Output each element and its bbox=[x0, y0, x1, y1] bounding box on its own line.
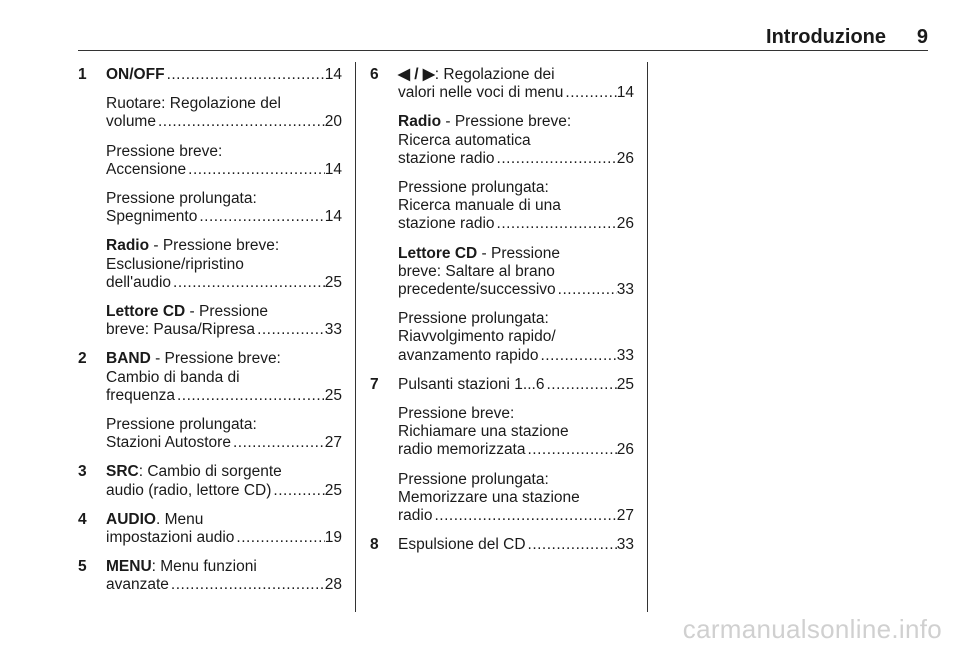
left-column bbox=[78, 66, 342, 606]
text-line: Ruotare: Regolazione del bbox=[106, 95, 281, 113]
page-ref[interactable]: 25 bbox=[324, 481, 342, 499]
header-rule bbox=[78, 50, 928, 51]
section-title: Introduzione bbox=[766, 26, 886, 48]
text-line: Pressione prolungata: bbox=[398, 179, 549, 197]
control-name: BAND bbox=[106, 350, 151, 368]
text-line: audio (radio, lettore CD) bbox=[106, 481, 272, 499]
page-ref[interactable]: 33 bbox=[616, 346, 634, 364]
entry-number: 2 bbox=[78, 350, 87, 368]
control-name: Radio bbox=[398, 113, 442, 131]
entry-1 bbox=[78, 66, 342, 339]
entry-8 bbox=[370, 536, 634, 554]
text-line: Esclusione/ripristino bbox=[106, 255, 244, 273]
page-ref[interactable]: 14 bbox=[324, 208, 342, 226]
text-line: Ricerca automatica bbox=[398, 131, 531, 149]
arrow-keys-icon: ◀ / ▶ bbox=[398, 66, 435, 83]
page-ref[interactable]: 14 bbox=[324, 160, 342, 178]
text-line: radio memorizzata bbox=[398, 441, 526, 459]
text-line: Spegnimento bbox=[106, 208, 198, 226]
page-header bbox=[78, 26, 928, 46]
text-line: : Menu funzioni bbox=[151, 558, 257, 576]
page-ref[interactable]: 25 bbox=[324, 273, 342, 291]
text-line: Pressione breve: bbox=[106, 142, 223, 160]
text-line: Pulsanti stazioni 1...6 bbox=[398, 375, 545, 393]
entry-number: 6 bbox=[370, 66, 379, 83]
page-ref[interactable]: 19 bbox=[324, 529, 342, 547]
text-line: : Cambio di sorgente bbox=[138, 463, 282, 481]
text-line: Stazioni Autostore bbox=[106, 434, 231, 452]
entry-number: 7 bbox=[370, 375, 379, 393]
page-number: 9 bbox=[916, 26, 928, 48]
entry-3 bbox=[78, 463, 342, 499]
text-line: breve: Saltare al brano bbox=[398, 262, 555, 280]
text-line: Richiamare una stazione bbox=[398, 423, 569, 441]
text-line: Pressione prolungata: bbox=[106, 190, 257, 208]
text-line: Cambio di banda di bbox=[106, 368, 240, 386]
entry-6 bbox=[370, 66, 634, 365]
page-ref[interactable]: 26 bbox=[616, 441, 634, 459]
entry-number: 8 bbox=[370, 536, 379, 554]
control-name: Lettore CD bbox=[106, 303, 186, 321]
text-line: Ricerca manuale di una bbox=[398, 197, 561, 215]
column-divider-right bbox=[647, 62, 648, 612]
text-line: avanzate bbox=[106, 576, 169, 594]
entry-2 bbox=[78, 350, 342, 452]
page-ref[interactable]: 25 bbox=[616, 375, 634, 393]
entry-number: 5 bbox=[78, 558, 87, 576]
page-ref[interactable]: 14 bbox=[616, 84, 634, 102]
entry-number: 4 bbox=[78, 510, 87, 528]
entry-number: 3 bbox=[78, 463, 87, 481]
page-ref[interactable]: 25 bbox=[324, 386, 342, 404]
entry-5 bbox=[78, 558, 342, 594]
text-line: Pressione prolungata: bbox=[398, 310, 549, 328]
text-line: breve: Pausa/Ripresa bbox=[106, 321, 256, 339]
text-line: dell'audio bbox=[106, 273, 172, 291]
text-line: - Pressione bbox=[185, 303, 268, 321]
control-name: MENU bbox=[106, 558, 152, 576]
entry-4 bbox=[78, 511, 342, 547]
text-line: stazione radio bbox=[398, 149, 495, 167]
text-line: - Pressione bbox=[477, 244, 560, 262]
entry-number: 1 bbox=[78, 66, 87, 83]
page-ref[interactable]: 28 bbox=[324, 576, 342, 594]
text-line: precedente/successivo bbox=[398, 281, 556, 299]
page-ref[interactable]: 33 bbox=[324, 321, 342, 339]
page-ref[interactable]: 14 bbox=[324, 66, 342, 83]
text-line: Pressione breve: bbox=[398, 405, 515, 423]
text-line: stazione radio bbox=[398, 215, 495, 233]
text-line: Riavvolgimento rapido/ bbox=[398, 328, 556, 346]
page-ref[interactable]: 33 bbox=[616, 281, 634, 299]
page-ref[interactable]: 26 bbox=[616, 149, 634, 167]
page-ref[interactable]: 27 bbox=[324, 434, 342, 452]
text-line: frequenza bbox=[106, 386, 175, 404]
text-line: - Pressione breve: bbox=[441, 113, 572, 131]
text-line: volume bbox=[106, 113, 156, 131]
text-line: Memorizzare una stazione bbox=[398, 488, 580, 506]
page-ref[interactable]: 27 bbox=[616, 507, 634, 525]
control-name: Radio bbox=[106, 237, 150, 255]
text-line: impostazioni audio bbox=[106, 529, 235, 547]
text-line: Accensione bbox=[106, 160, 187, 178]
text-line: radio bbox=[398, 507, 433, 525]
page-ref[interactable]: 26 bbox=[616, 215, 634, 233]
text-line: - Pressione breve: bbox=[150, 350, 281, 368]
text-line: - Pressione breve: bbox=[149, 237, 280, 255]
control-name: SRC bbox=[106, 463, 139, 481]
text-line: avanzamento rapido bbox=[398, 346, 539, 364]
control-name: AUDIO bbox=[106, 510, 156, 528]
watermark: carmanualsonline.info bbox=[682, 614, 942, 644]
control-name: Lettore CD bbox=[398, 244, 478, 262]
page-ref[interactable]: 33 bbox=[616, 536, 634, 554]
entry-7 bbox=[370, 376, 634, 525]
text-line: Pressione prolungata: bbox=[106, 416, 257, 434]
page-ref[interactable]: 20 bbox=[324, 113, 342, 131]
text-line: Espulsione del CD bbox=[398, 536, 526, 554]
text-line: . Menu bbox=[155, 510, 204, 528]
text-line: Pressione prolungata: bbox=[398, 470, 549, 488]
text-line: : Regolazione dei bbox=[434, 66, 555, 83]
text-line: valori nelle voci di menu bbox=[398, 84, 564, 102]
right-column bbox=[370, 66, 634, 565]
control-name: ON/OFF bbox=[106, 66, 165, 83]
column-divider-left bbox=[355, 62, 356, 612]
